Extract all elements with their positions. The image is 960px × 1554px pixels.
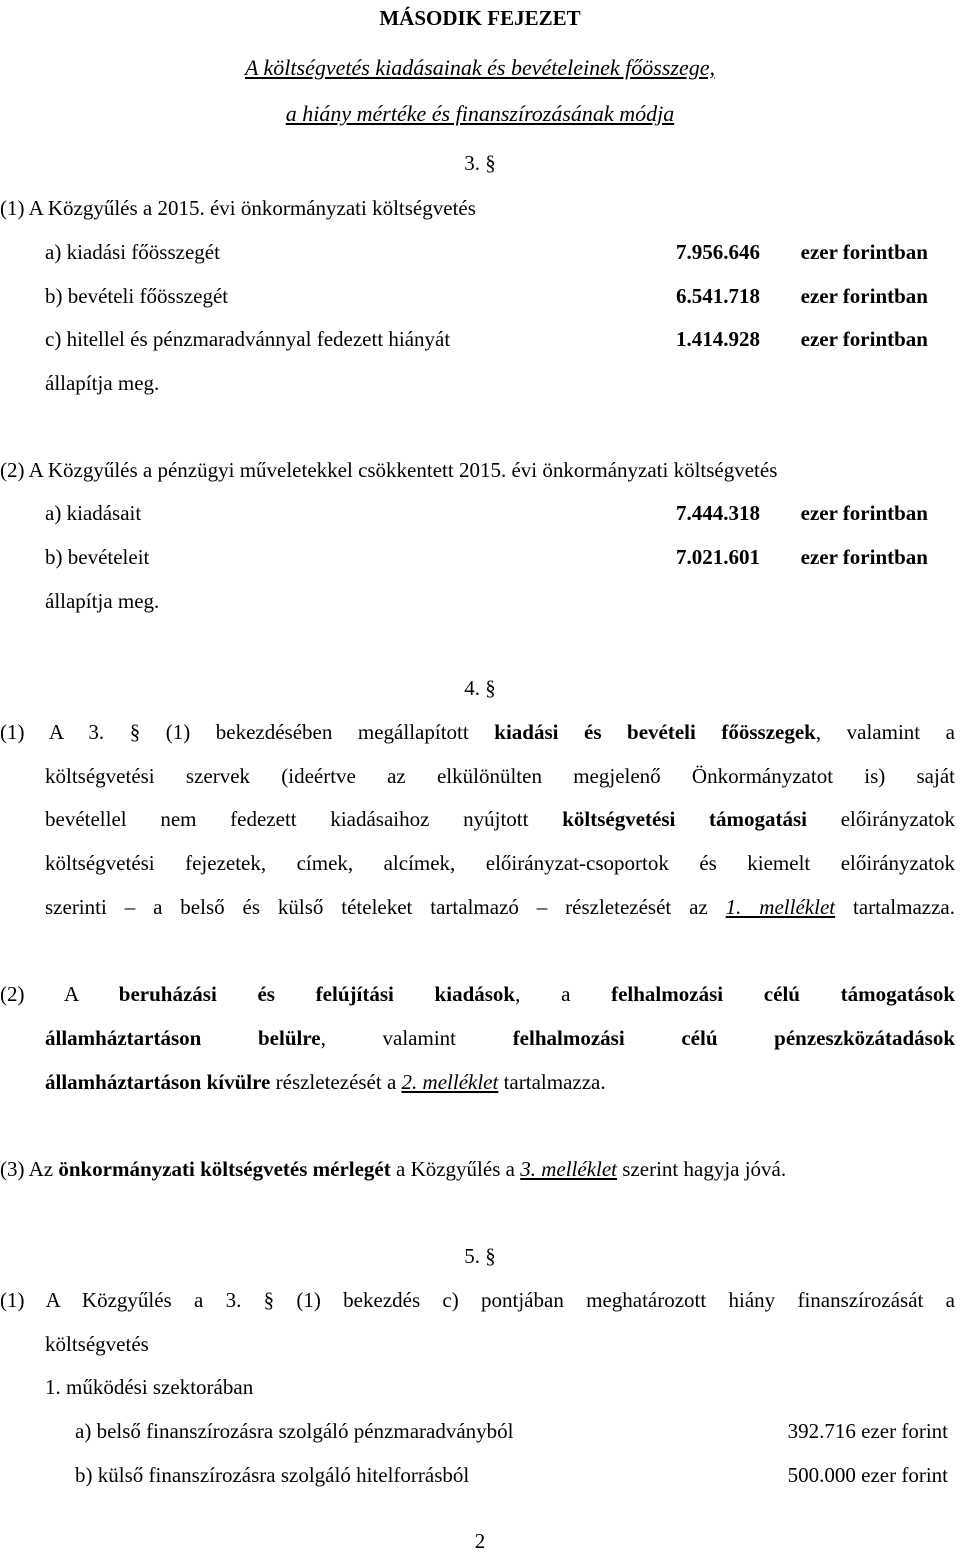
s5-p1-line2: költségvetés bbox=[45, 1332, 149, 1356]
chapter-subtitle-line2: a hiány mértéke és finanszírozásának módja bbox=[285, 101, 675, 126]
s3-p1-closing: állapítja meg. bbox=[45, 371, 160, 395]
s4-p2-line3 bbox=[45, 1069, 606, 1095]
s4-p1-line4: költségvetési fejezetek, címek, alcímek, előirányzat-csoportok és kiemelt előirányzatok bbox=[45, 851, 955, 875]
s4-p2-l2-mid: , valamint bbox=[320, 1026, 457, 1050]
s3-p2-item-b-unit: ezer forintban bbox=[800, 545, 928, 569]
s3-p1-item-a-label: a) kiadási főösszegét bbox=[45, 240, 220, 264]
s5-item-b-label: b) külső finanszírozásra szolgáló hitelforrásból bbox=[75, 1463, 470, 1487]
annex-3-reference: 3. melléklet bbox=[520, 1157, 618, 1181]
chapter-subtitle-line1: A költségvetés kiadásainak és bevételeinek főösszege, bbox=[245, 55, 715, 80]
annex-1-reference: 1. melléklet bbox=[725, 895, 836, 919]
s4-p1-l3-bold: költségvetési támogatási bbox=[562, 807, 808, 831]
s3-p1-item-b-amount: 6.541.718 bbox=[676, 284, 760, 308]
s3-p1-item-a-amount: 7.956.646 bbox=[676, 240, 760, 264]
s3-p1-item-b-label: b) bevételi főösszegét bbox=[45, 284, 229, 308]
s4-p3-text: (3) Az bbox=[0, 1157, 54, 1181]
s4-p2-l1-bold2: felhalmozási célú támogatások bbox=[611, 982, 955, 1006]
s3-p2-item-b-label: b) bevételeit bbox=[45, 545, 150, 569]
s4-p1-l3-tail: előirányzatok bbox=[840, 807, 955, 831]
s3-p2-closing: állapítja meg. bbox=[45, 589, 160, 613]
s4-p3-line bbox=[0, 1156, 786, 1182]
s4-p2-line1 bbox=[0, 981, 955, 1007]
s4-p3-bold: önkormányzati költségvetés mérlegét bbox=[58, 1157, 391, 1181]
s4-p3-tail: szerint hagyja jóvá. bbox=[622, 1157, 787, 1181]
s4-p1-l5-text: szerinti – a belső és külső tételeket tartalmazó – részletezését az bbox=[45, 895, 708, 919]
s4-p3-mid: a Közgyűlés a bbox=[396, 1157, 515, 1181]
s5-p1-line1: (1) A Közgyűlés a 3. § (1) bekezdés c) pontjában meghatározott hiány finanszírozását a bbox=[0, 1288, 955, 1312]
s4-p1-l1-tail: , valamint a bbox=[815, 720, 955, 744]
s4-p1-line2: költségvetési szervek (ideértve az elkülönülten megjelenő Önkormányzatot is) saját bbox=[45, 764, 955, 788]
s4-p2-l1-text: (2) A bbox=[0, 982, 79, 1006]
s4-p2-l2-bold2: felhalmozási célú pénzeszközátadások bbox=[512, 1026, 956, 1050]
s4-p1-l3-text: bevétellel nem fedezett kiadásaihoz nyújtott bbox=[45, 807, 529, 831]
s4-p1-l1-text: (1) A 3. § (1) bekezdésében megállapított bbox=[0, 720, 469, 744]
s3-p2-item-b-amount: 7.021.601 bbox=[676, 545, 760, 569]
s3-p2-intro: (2) A Közgyűlés a pénzügyi műveletekkel csökkentett 2015. évi önkormányzati költségvetés bbox=[0, 458, 778, 482]
s3-p1-intro: (1) A Közgyűlés a 2015. évi önkormányzati költségvetés bbox=[0, 196, 476, 220]
s4-p1-line3 bbox=[45, 806, 955, 832]
annex-2-reference: 2. melléklet bbox=[401, 1070, 499, 1094]
s5-item-a-amount: 392.716 ezer forint bbox=[787, 1419, 948, 1443]
s4-p2-l2-bold: államháztartáson belülre bbox=[45, 1026, 321, 1050]
s5-item-b-amount: 500.000 ezer forint bbox=[787, 1463, 948, 1487]
s4-p2-l3-text: részletezését a bbox=[275, 1070, 397, 1094]
s5-p1-line3: 1. működési szektorában bbox=[45, 1375, 254, 1399]
page-number: 2 bbox=[474, 1529, 486, 1553]
section-5-title: 5. § bbox=[464, 1244, 496, 1268]
s4-p1-line5 bbox=[45, 894, 955, 920]
s4-p2-l1-bold: beruházási és felújítási kiadások bbox=[118, 982, 516, 1006]
s3-p1-item-c-amount: 1.414.928 bbox=[676, 327, 760, 351]
s4-p1-l1-bold: kiadási és bevételi főösszegek bbox=[494, 720, 816, 744]
s4-p2-line2 bbox=[45, 1025, 955, 1051]
s3-p2-item-a-unit: ezer forintban bbox=[800, 501, 928, 525]
s3-p1-item-c-unit: ezer forintban bbox=[800, 327, 928, 351]
section-4-title: 4. § bbox=[464, 676, 496, 700]
s3-p1-item-c-label: c) hitellel és pénzmaradvánnyal fedezett hiányát bbox=[45, 327, 451, 351]
s4-p1-l5-tail: tartalmazza. bbox=[852, 895, 955, 919]
s4-p2-l3-tail: tartalmazza. bbox=[503, 1070, 606, 1094]
section-3-title: 3. § bbox=[464, 151, 496, 175]
s4-p1-line1 bbox=[0, 719, 955, 745]
s4-p2-l1-mid: , a bbox=[515, 982, 571, 1006]
chapter-heading: MÁSODIK FEJEZET bbox=[379, 6, 581, 30]
s5-item-a-label: a) belső finanszírozásra szolgáló pénzmaradványból bbox=[75, 1419, 514, 1443]
s3-p2-item-a-amount: 7.444.318 bbox=[676, 501, 760, 525]
s4-p2-l3-bold: államháztartáson kívülre bbox=[45, 1070, 271, 1094]
s3-p1-item-b-unit: ezer forintban bbox=[800, 284, 928, 308]
s3-p1-item-a-unit: ezer forintban bbox=[800, 240, 928, 264]
s3-p2-item-a-label: a) kiadásait bbox=[45, 501, 142, 525]
